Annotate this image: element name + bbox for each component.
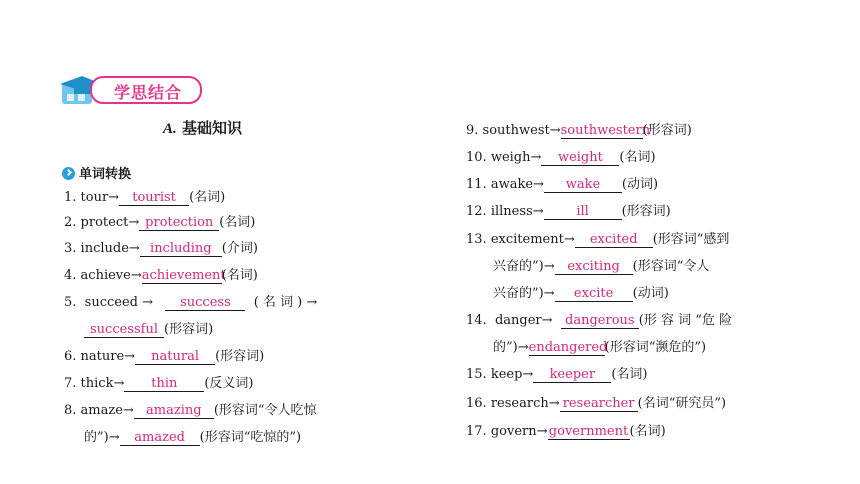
item-text: 6. [64,349,77,364]
item-text: 17. [466,424,487,439]
list-item-continuation [493,339,706,357]
item-text: tour→ [80,190,120,205]
item-text: (动词) [621,177,659,192]
answer-blank: dangerous [561,313,639,329]
banner-label: 学思结合 [114,83,183,102]
item-text: 14. [466,313,487,328]
list-item-continuation [84,429,301,447]
item-text: (名词) [611,367,648,382]
answer-blank: natural [135,349,215,365]
item-text: (形 容 词 “危 险 [638,313,733,328]
item-text: 7. [64,376,77,391]
item-text: govern→ [490,424,548,439]
answer-blank: government [548,424,629,439]
item-text: 的”)→ [84,430,120,445]
list-item [64,348,264,366]
item-text: include→ [80,241,140,256]
item-text: (形容词) [164,322,214,337]
answer-blank: amazed [120,430,200,446]
item-text: (反义词) [204,376,254,391]
item-text: keep→ [490,367,534,382]
item-text: succeed → [84,295,154,310]
check-circle-icon [62,167,75,180]
item-text: 2. [64,215,77,230]
item-text: (形容词“令人吃惊 [213,403,317,418]
item-text: 1. [64,190,77,205]
list-item-continuation [84,321,213,339]
answer-blank: success [165,295,245,311]
item-text: 15. [466,367,487,382]
item-text: 兴奋的”)→ [493,259,555,274]
list-item [466,231,729,249]
item-text: (形容词“濒危的”) [604,340,707,355]
item-text: 11. [466,177,487,192]
item-text: (形容词“感到 [652,232,730,247]
answer-blank: amazing [134,403,214,419]
item-text: 9. [466,123,479,138]
list-item [64,267,258,285]
item-text: weigh→ [490,150,542,165]
list-item [466,312,732,330]
item-text: 的”)→ [493,340,529,355]
answer-blank: exciting [555,259,633,275]
answer-blank: keeper [533,367,611,383]
item-text: (名词) [219,215,256,230]
item-text: excitement→ [490,232,575,247]
list-item [466,149,656,167]
answer-blank: endangered [528,340,608,355]
list-item [466,366,647,384]
item-text: nature→ [80,349,136,364]
list-item [64,294,317,312]
list-item [466,203,671,221]
item-text: ( 名 词 ) → [253,295,318,310]
item-text: illness→ [490,204,544,219]
list-item [466,395,726,413]
item-text: southwest→ [482,123,561,138]
item-text: (名词“研究员”) [637,396,727,411]
list-item [64,240,258,258]
answer-blank: achievement [141,268,226,283]
list-item [64,214,255,232]
list-item-continuation [493,258,709,276]
answer-blank: thin [124,376,204,392]
list-item [64,375,254,393]
item-text: (名词) [189,190,226,205]
item-text: 16. [466,396,487,411]
item-text: (形容词) [215,349,265,364]
answer-blank: including [140,241,222,257]
list-item [64,402,317,420]
item-text: (形容词“吃惊的”) [199,430,302,445]
answer-blank: protection [139,215,219,231]
section-banner [56,72,206,106]
answer-blank: excite [555,286,633,302]
item-text: (名词) [619,150,656,165]
banner-pill [90,76,202,104]
section-letter: A. [163,121,177,137]
item-text: (形容词) [642,123,692,138]
item-text: research→ [490,396,560,411]
list-item [466,176,658,194]
item-text: 8. [64,403,77,418]
answer-blank: researcher [560,396,638,412]
answer-blank: successful [84,322,164,338]
item-text: protect→ [80,215,140,230]
item-text: 3. [64,241,77,256]
item-text: 4. [64,268,77,283]
list-item [466,423,666,441]
item-text: (动词) [632,286,669,301]
item-text: amaze→ [80,403,134,418]
answer-blank: weight [541,150,619,166]
item-text: (名词) [629,424,666,439]
list-item [64,189,225,207]
subheading-label: 单词转换 [79,167,132,182]
item-text: (形容词) [621,204,671,219]
answer-blank: tourist [119,190,189,206]
item-text: achieve→ [80,268,142,283]
item-text: 13. [466,232,487,247]
list-item [466,122,692,140]
item-text: (名词) [221,268,258,283]
answer-blank: excited [575,232,653,248]
item-text: 5. [64,295,77,310]
item-text: thick→ [80,376,125,391]
section-title [163,117,242,138]
item-text: awake→ [490,177,544,192]
item-text: (形容词“令人 [632,259,710,274]
answer-blank: ill [544,204,622,220]
list-item-continuation [493,285,669,303]
item-text: 兴奋的”)→ [493,286,555,301]
item-text: 10. [466,150,487,165]
item-text: danger→ [494,313,553,328]
item-text: (介词) [221,241,258,256]
item-text: 12. [466,204,487,219]
subheading [62,163,131,182]
answer-blank: southwestern [560,123,651,138]
answer-blank: wake [544,177,622,193]
section-title-text: 基础知识 [182,119,243,137]
